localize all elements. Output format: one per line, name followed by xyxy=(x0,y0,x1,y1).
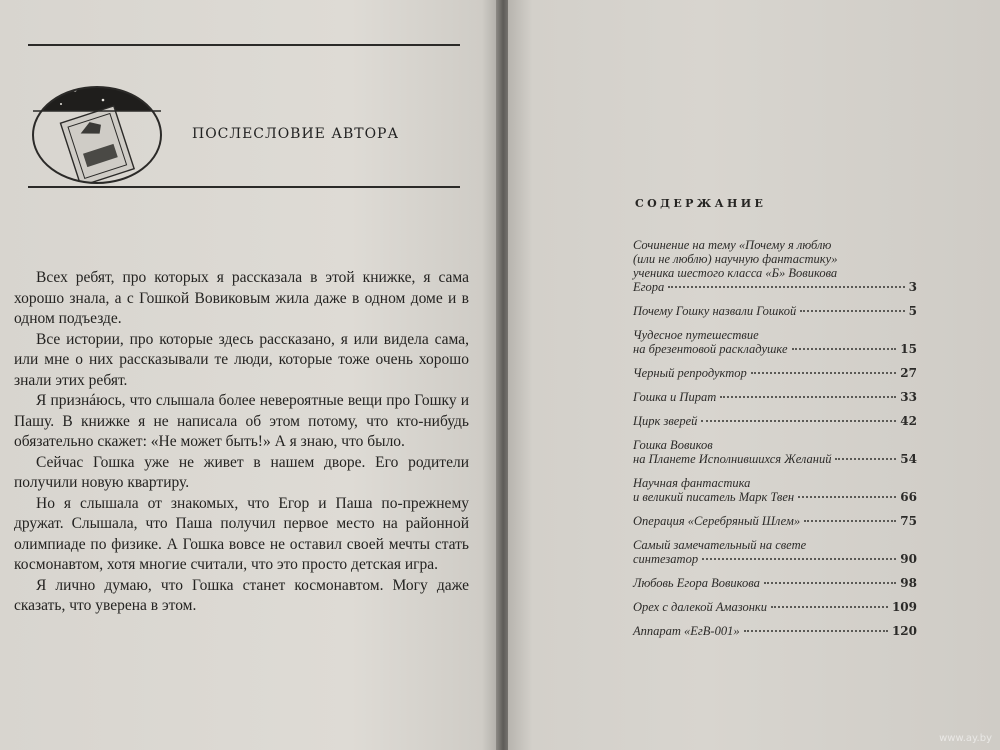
toc-page-number: 27 xyxy=(900,366,917,380)
paragraph: Сейчас Гошка уже не живет в нашем дворе. Его родители получили новую квартиру. xyxy=(14,453,469,491)
toc-entry-line: на Планете Исполнившихся Желаний xyxy=(633,452,832,466)
toc-entry-line: Самый замечательный на свете xyxy=(633,538,807,552)
toc-entry xyxy=(633,576,917,590)
afterword-heading: ПОСЛЕСЛОВИЕ АВТОРА xyxy=(192,126,400,142)
toc-entry-line: ученика шестого класса «Б» Вовикова xyxy=(633,266,838,280)
toc-page-number: 75 xyxy=(900,514,917,528)
paragraph: Все истории, про которые здесь рассказано, я или видела сама, или мне о них рассказывали те люди, которые тоже очень хорошо знали этих ребят. xyxy=(14,330,469,389)
table-of-contents xyxy=(633,238,917,648)
toc-entry xyxy=(633,624,917,638)
paragraph: Но я слышала от знакомых, что Егор и Паша по-прежнему дружат. Слышала, что Паша получил первое место на районной олимпиаде по физике. А Гошка вовсе не оставил своей мечты стать космонавтом, хотя многие считали, что это просто детская игра. xyxy=(14,494,469,573)
toc-title: СОДЕРЖАНИЕ xyxy=(635,197,767,210)
paragraph: Всех ребят, про которых я рассказала в этой книжке, я сама хорошо знала, а с Гошкой Вовиковым жила даже в одном доме и в одном подъезде. xyxy=(14,269,469,327)
toc-entry-line: Операция «Серебряный Шлем» xyxy=(633,514,801,528)
toc-page-number: 120 xyxy=(891,624,917,638)
toc-entry-line: Цирк зверей xyxy=(633,414,698,428)
toc-entry xyxy=(633,304,917,318)
toc-leader-dots xyxy=(701,420,896,422)
toc-leader-dots xyxy=(751,372,897,374)
toc-entry-line: Гошка Вовиков xyxy=(633,438,713,452)
top-rule xyxy=(28,44,460,46)
toc-entry-line: Аппарат «ЕгВ-001» xyxy=(633,624,740,638)
toc-entry-line: Егора xyxy=(633,280,665,294)
toc-entry-line: Любовь Егора Вовикова xyxy=(633,576,760,590)
toc-entry-line: Черный репродуктор xyxy=(633,366,747,380)
toc-leader-dots xyxy=(764,582,896,584)
toc-entry xyxy=(633,438,917,466)
toc-entry-line: Почему Гошку назвали Гошкой xyxy=(633,304,797,318)
toc-entry-line: синтезатор xyxy=(633,552,699,566)
toc-page-number: 54 xyxy=(900,452,917,466)
toc-leader-dots xyxy=(668,286,904,288)
toc-leader-dots xyxy=(792,348,897,350)
toc-page-number: 98 xyxy=(900,576,917,590)
toc-page-number: 109 xyxy=(891,600,917,614)
toc-page-number: 90 xyxy=(900,552,917,566)
book-emblem-icon xyxy=(31,49,163,184)
toc-entry xyxy=(633,476,917,504)
toc-page-number: 3 xyxy=(908,280,917,294)
toc-leader-dots xyxy=(804,520,896,522)
afterword-body xyxy=(14,268,469,617)
toc-entry xyxy=(633,238,917,294)
toc-entry xyxy=(633,366,917,380)
toc-leader-dots xyxy=(720,396,896,398)
toc-entry-line: (или не люблю) научную фантастику» xyxy=(633,252,838,266)
toc-leader-dots xyxy=(702,558,896,560)
toc-entry-line: Научная фантастика xyxy=(633,476,751,490)
toc-page-number: 66 xyxy=(900,490,917,504)
toc-entry xyxy=(633,390,917,404)
toc-entry xyxy=(633,514,917,528)
toc-entry-line: Чудесное путешествие xyxy=(633,328,759,342)
toc-entry xyxy=(633,600,917,614)
toc-entry-line: Гошка и Пират xyxy=(633,390,717,404)
toc-entry-line: на брезентовой раскладушке xyxy=(633,342,788,356)
toc-page-number: 33 xyxy=(900,390,917,404)
toc-leader-dots xyxy=(835,458,896,460)
toc-entry-line: Орех с далекой Амазонки xyxy=(633,600,768,614)
toc-entry xyxy=(633,414,917,428)
toc-leader-dots xyxy=(744,630,888,632)
toc-leader-dots xyxy=(771,606,888,608)
watermark: www.ay.by xyxy=(939,733,992,744)
toc-page-number: 42 xyxy=(900,414,917,428)
toc-page-number: 5 xyxy=(908,304,917,318)
toc-entry-line: Сочинение на тему «Почему я люблю xyxy=(633,238,832,252)
toc-entry xyxy=(633,328,917,356)
toc-leader-dots xyxy=(798,496,896,498)
toc-entry-line: и великий писатель Марк Твен xyxy=(633,490,795,504)
toc-entry xyxy=(633,538,917,566)
paragraph: Я признáюсь, что слышала более невероятные вещи про Гошку и Пашу. В книжке я не написала об этом потому, что кто-нибудь обязательно скажет: «Не может быть!» А я знаю, что было. xyxy=(14,392,469,450)
paragraph: Я лично думаю, что Гошка станет космонавтом. Могу даже сказать, что уверена в этом. xyxy=(14,576,469,614)
bottom-rule xyxy=(28,186,460,188)
toc-page-number: 15 xyxy=(900,342,917,356)
toc-leader-dots xyxy=(800,310,904,312)
